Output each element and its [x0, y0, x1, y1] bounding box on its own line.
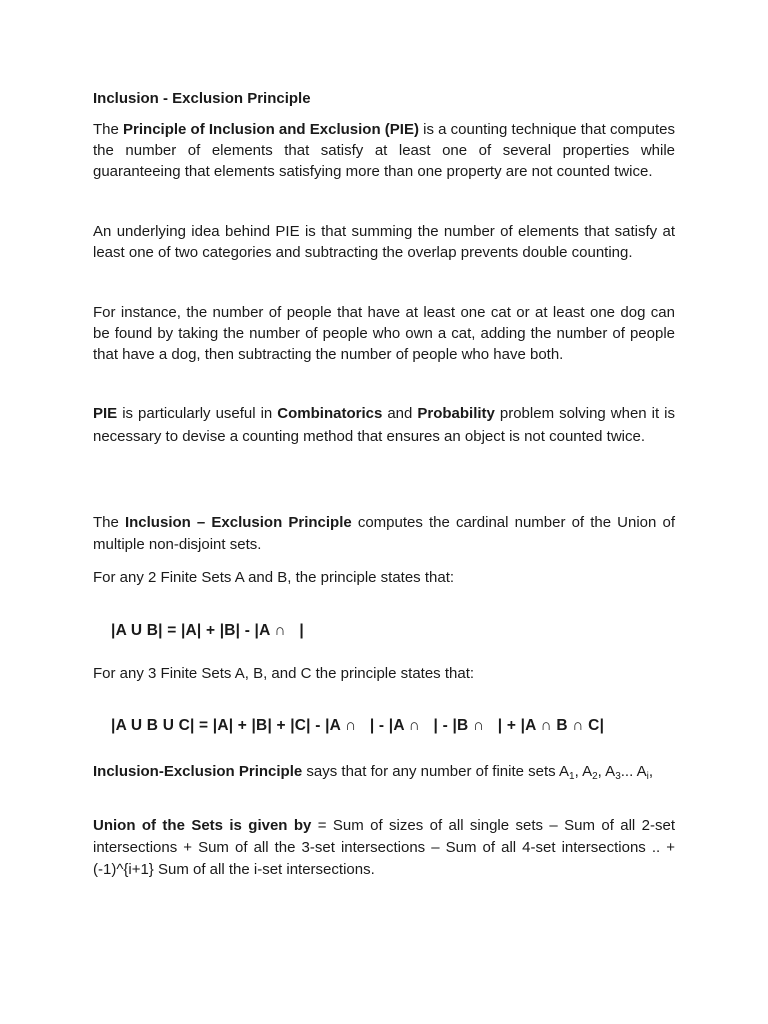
formula-three-sets: |A U B U C| = |A| + |B| + |C| - |A ∩ | - |A ∩ | - |B ∩ | + |A ∩ B ∩ C|: [111, 717, 605, 734]
paragraph-usefulness: PIE is particularly useful in Combinatorics and Probability problem solving when it is necessary to devise a counting method that ensures an object is not counted twice.: [93, 405, 675, 445]
paragraph-union-formula: Union of the Sets is given by = Sum of sizes of all single sets – Sum of all 2-set intersections + Sum of all the 3-set intersections – Sum of all 4-set intersections .. + (-1)^{i+1} Sum of all the i-set intersections.: [93, 817, 676, 878]
paragraph-two-sets: For any 2 Finite Sets A and B, the principle states that:: [93, 569, 455, 586]
paragraph-example: For instance, the number of people that have at least one cat or at least one dog can be found by taking the number of people who own a cat, adding the number of people that have a dog, then subtracting the number of people who have both.: [93, 304, 675, 363]
formula-two-sets: |A U B| = |A| + |B| - |A ∩ |: [111, 622, 304, 639]
paragraph-underlying-idea: An underlying idea behind PIE is that summing the number of elements that satisfy at least one of two categories and subtracting the overlap prevents double counting.: [93, 223, 675, 261]
paragraph-three-sets: For any 3 Finite Sets A, B, and C the principle states that:: [93, 665, 475, 682]
document-title: Inclusion - Exclusion Principle: [93, 90, 311, 107]
paragraph-pie-definition: The Principle of Inclusion and Exclusion (PIE) is a counting technique that computes the number of elements that satisfy at least one of several properties while guaranteeing that elements satisfying more than one property are not counted twice.: [93, 121, 675, 180]
paragraph-cardinal-union: The Inclusion – Exclusion Principle computes the cardinal number of the Union of multiple non-disjoint sets.: [93, 514, 675, 553]
paragraph-general-sets: Inclusion-Exclusion Principle says that for any number of finite sets $A_1$, $A_2$, $A_3$... $A_i$,: [93, 763, 654, 782]
